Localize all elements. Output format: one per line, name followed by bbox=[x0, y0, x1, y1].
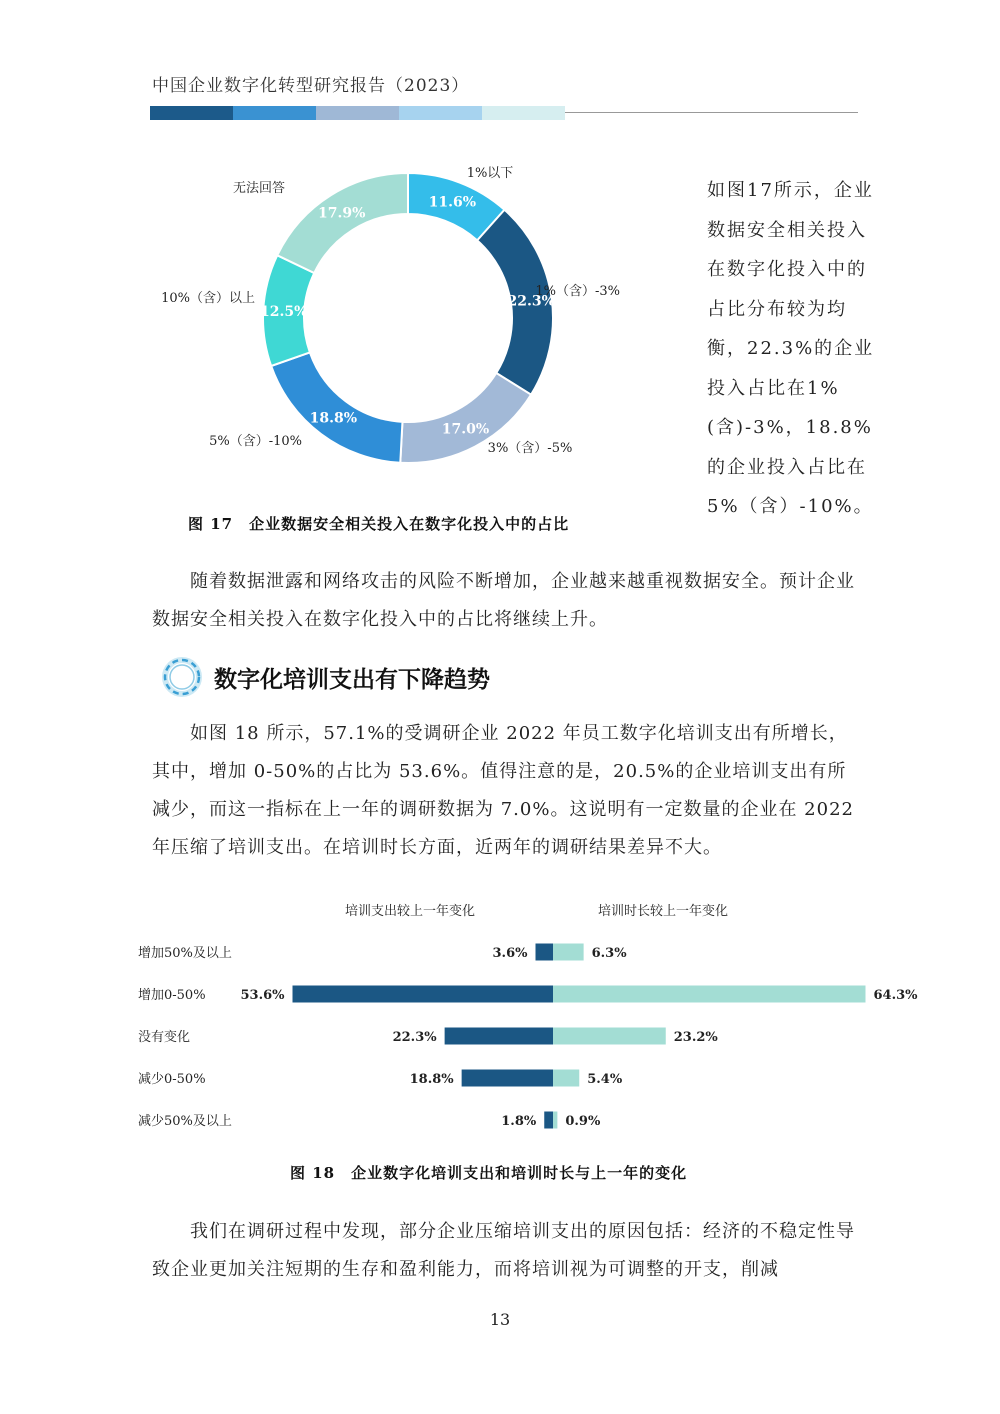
donut-slice bbox=[277, 173, 408, 273]
figure17-description-text: 如图17所示，企业数据安全相关投入在数字化投入中的占比分布较为均衡，22.3%的企业投入占比在1%(含)-3%，18.8%的企业投入占比在5%（含）-10%。 bbox=[707, 180, 875, 517]
bar-value-label-left: 22.3% bbox=[392, 1030, 437, 1045]
category-label: 减少50%及以上 bbox=[138, 1114, 232, 1129]
bar-training-spend bbox=[544, 1112, 553, 1129]
paragraph-3: 我们在调研过程中发现，部分企业压缩培训支出的原因包括：经济的不稳定性导致企业更加关注短期的生存和盈利能力，而将培训视为可调整的开支，削减 bbox=[152, 1221, 855, 1280]
bar-value-label-left: 18.8% bbox=[409, 1072, 454, 1087]
section-title: 数字化培训支出有下降趋势 bbox=[214, 666, 490, 693]
donut-category-label: 3%（含）-5% bbox=[487, 441, 573, 456]
series-header-left: 培训支出较上一年变化 bbox=[344, 904, 476, 919]
bar-training-spend bbox=[445, 1028, 553, 1045]
category-label: 没有变化 bbox=[138, 1030, 191, 1045]
bar-training-spend bbox=[462, 1070, 553, 1087]
donut-value-label: 17.9% bbox=[317, 205, 366, 222]
figure18-caption: 图 18 企业数字化培训支出和培训时长与上一年的变化 bbox=[290, 1164, 688, 1182]
donut-value-label: 18.8% bbox=[309, 410, 358, 427]
bar-training-hours bbox=[553, 986, 865, 1003]
bar-training-hours bbox=[553, 1070, 579, 1087]
series-header-right: 培训时长较上一年变化 bbox=[597, 904, 729, 919]
bar-value-label-right: 0.9% bbox=[565, 1114, 601, 1129]
color-bar-segment bbox=[233, 106, 316, 120]
page-number: 13 bbox=[489, 1310, 511, 1329]
bar-training-hours bbox=[553, 944, 584, 961]
category-label: 增加50%及以上 bbox=[138, 946, 232, 961]
figure17-description bbox=[671, 171, 881, 527]
bar-training-hours bbox=[553, 1028, 666, 1045]
donut-value-label: 12.5% bbox=[259, 304, 308, 321]
figure17-caption: 图 17 企业数据安全相关投入在数字化投入中的占比 bbox=[188, 515, 570, 533]
bar-value-label-right: 23.2% bbox=[673, 1030, 718, 1045]
color-bar-segment bbox=[150, 106, 233, 120]
bar-training-spend bbox=[536, 944, 553, 961]
bar-value-label-right: 6.3% bbox=[591, 946, 627, 961]
donut-category-label: 10%（含）以上 bbox=[161, 291, 255, 306]
donut-category-label: 无法回答 bbox=[232, 181, 285, 196]
report-header-title: 中国企业数字化转型研究报告（2023） bbox=[152, 76, 470, 96]
bar-value-label-left: 3.6% bbox=[492, 946, 528, 961]
donut-value-label: 22.3% bbox=[507, 293, 555, 310]
bar-value-label-left: 1.8% bbox=[501, 1114, 537, 1129]
bar-value-label-right: 5.4% bbox=[587, 1072, 623, 1087]
donut-category-label: 1%（含）-3% bbox=[535, 284, 620, 299]
color-bar-segment bbox=[399, 106, 482, 120]
donut-chart bbox=[130, 150, 670, 480]
donut-value-label: 17.0% bbox=[441, 421, 490, 438]
category-label: 减少0-50% bbox=[138, 1072, 206, 1087]
paragraph-2: 如图 18 所示，57.1%的受调研企业 2022 年员工数字化培训支出有所增长，其中，增加 0-50%的占比为 53.6%。值得注意的是，20.5%的企业培训支出有所减少，而这一指标在上一年的调研数据为 7.0%。这说明有一定数量的企业在 2022 年压缩了培训支出。在培训时长方面，近两年的调研结果差异不大。 bbox=[152, 723, 854, 858]
category-label: 增加0-50% bbox=[138, 988, 206, 1003]
donut-value-label: 11.6% bbox=[428, 194, 477, 211]
bar-value-label-left: 53.6% bbox=[240, 988, 285, 1003]
ring-icon bbox=[160, 655, 204, 699]
section-heading bbox=[160, 655, 490, 699]
bar-training-hours bbox=[553, 1112, 557, 1129]
diverging-bar-chart bbox=[130, 895, 940, 1145]
bar-value-label-right: 64.3% bbox=[873, 988, 918, 1003]
color-bar-segment bbox=[482, 106, 565, 120]
paragraph-1: 随着数据泄露和网络攻击的风险不断增加，企业越来越重视数据安全。预计企业数据安全相关投入在数字化投入中的占比将继续上升。 bbox=[152, 571, 855, 630]
color-bar-segment bbox=[316, 106, 399, 120]
header-rule bbox=[565, 112, 858, 113]
donut-category-label: 5%（含）-10% bbox=[209, 434, 302, 449]
bar-training-spend bbox=[293, 986, 553, 1003]
donut-category-label: 1%以下 bbox=[466, 166, 514, 181]
header-color-bar bbox=[150, 106, 565, 120]
